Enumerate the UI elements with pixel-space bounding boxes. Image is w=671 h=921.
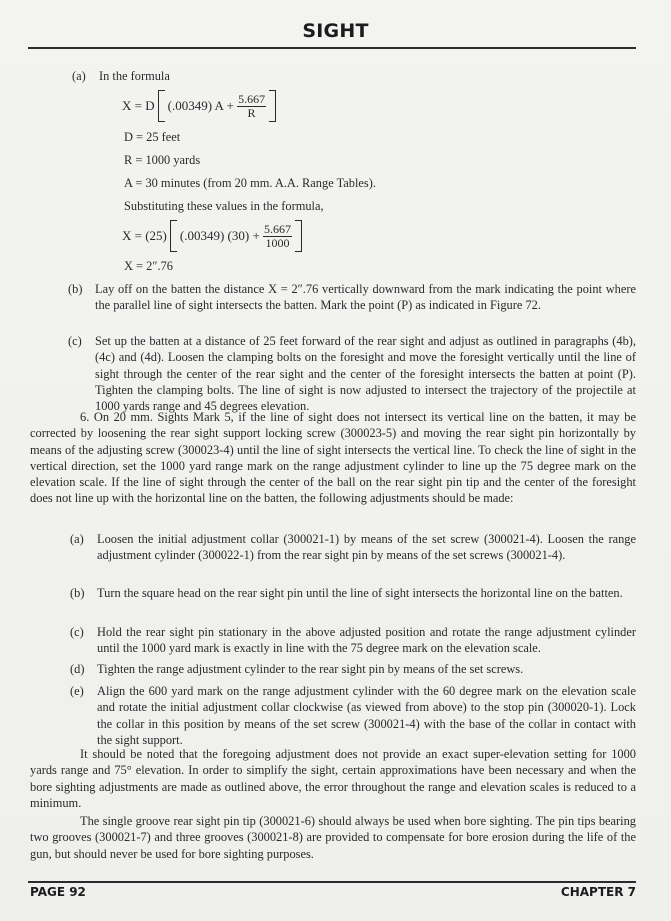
item-text: Turn the square head on the rear sight pin until the line of sight intersects the horizontal line on the batten. [97, 586, 623, 600]
page-number: PAGE 92 [30, 885, 86, 899]
item-text: Lay off on the batten the distance X = 2″.76 vertically downward from the mark indicating the point where the parallel line of sight intersects the batten. Mark the point (P) as indicated in Figure 72. [95, 282, 636, 313]
list-item [70, 661, 636, 677]
paragraph-note: It should be noted that the foregoing adjustment does not provide an exact super-elevation setting for 1000 yards range and 75° elevation. In order to simplify the sight, certain approximations have been necessary and when the bore sighting adjustments are made as outlined above, the error throughout the range and elevation scales is reduced to a minimum. [30, 747, 636, 810]
formula-fraction [237, 93, 266, 120]
item-text: Tighten the range adjustment cylinder to the rear sight pin by means of the set screws. [97, 662, 524, 676]
item-label: (b) [70, 586, 85, 600]
item-text: Set up the batten at a distance of 25 feet forward of the rear sight and adjust as outlined in paragraphs (4b), (4c) and (4d). Loosen the clamping bolts on the foresight and move the foresight vertically until the line of sight through the center of the rear sight and the center of the foresight intersects the batten at point (P). Tighten the clamping bolts. The line of sight is now adjusted to intersect the trajectory of the projectile at 1000 yards range and 45 degrees elevation. [95, 334, 636, 414]
paragraph-pin: The single groove rear sight pin tip (300021-6) should always be used when bore sighting. The pin tips bearing two grooves (300021-7) and three grooves (300021-8) are provided to compensate for bore erosion during the life of the gun, but should never be used for bore sighting purposes. [30, 814, 636, 861]
list-item [68, 281, 636, 314]
section-a-label: (a) [72, 69, 86, 83]
section-a-intro: In the formula [99, 69, 170, 83]
footer-rule [28, 881, 636, 883]
paragraph-6: 6. On 20 mm. Sights Mark 5, if the line of sight does not intersect its vertical line on the batten, it may be corrected by loosening the rear sight support locking screw (300023-5) and moving the rear sight pin horizontally by means of the adjusting screw (300023-4) until the line of sight intersects the vertical line. To check the line of sight in the vertical direction, set the 1000 yard range mark on the range adjustment cylinder to line up the 75 degree mark on the elevation scale. If the line of sight through the center of the ball on the rear sight pin tip and the center of the foresight does not line up with the horizontal line on the batten, the following adjustments should be made: [30, 410, 636, 506]
substituted-lhs: X = (25) [122, 228, 167, 243]
definition-r: R = 1000 yards [124, 153, 201, 167]
substituting-text: Substituting these values in the formula, [124, 199, 324, 213]
item-text: Loosen the initial adjustment collar (300021-1) by means of the set screw (300021-4). Loosen the range adjustment cylinder (300022-1) from the rear sight pin by means of the set screws (300021-4). [97, 532, 636, 563]
formula-numerator: 5.667 [238, 91, 266, 106]
list-item [70, 624, 636, 657]
item-label: (e) [70, 684, 84, 698]
item-label: (c) [70, 625, 84, 639]
item-label: (d) [70, 662, 85, 676]
definition-a: A = 30 minutes (from 20 mm. A.A. Range Tables). [124, 176, 376, 190]
item-label: (b) [68, 282, 83, 296]
formula-denominator: R [247, 105, 256, 120]
item-text: Hold the rear sight pin stationary in the above adjusted position and rotate the range adjustment cylinder until the 1000 yard mark is exactly in line with the 75 degree mark on the elevation scale. [97, 625, 636, 656]
list-item [70, 585, 636, 601]
item-label: (c) [68, 334, 82, 348]
substituted-denominator: 1000 [265, 235, 290, 250]
bracket-left [158, 90, 165, 122]
substituted-numerator: 5.667 [264, 221, 292, 236]
substituted-term: (.00349) (30) + [179, 228, 260, 243]
item-label: (a) [70, 532, 84, 546]
bracket-right [269, 90, 276, 122]
list-item [68, 333, 636, 414]
formula-term: (.00349) A + [167, 98, 234, 113]
header-rule [28, 47, 636, 49]
page-title: SIGHT [302, 20, 369, 42]
definition-d: D = 25 feet [124, 130, 181, 144]
list-item [70, 683, 636, 748]
formula-substituted [122, 220, 305, 252]
formula-general [122, 90, 279, 122]
formula-result: X = 2″.76 [124, 259, 173, 273]
list-item [70, 531, 636, 564]
formula-lhs: X = D [122, 98, 155, 113]
bracket-right [295, 220, 302, 252]
bracket-left [170, 220, 177, 252]
substituted-fraction [263, 223, 292, 250]
chapter-label: CHAPTER 7 [560, 885, 636, 899]
item-text: Align the 600 yard mark on the range adjustment cylinder with the 60 degree mark on the elevation scale and rotate the initial adjustment collar clockwise (as viewed from above) to the stop pin (300020-1). Lock the collar in this position by means of the set screw (300021-4) with the base of the collar in contact with the sight support. [97, 684, 636, 747]
